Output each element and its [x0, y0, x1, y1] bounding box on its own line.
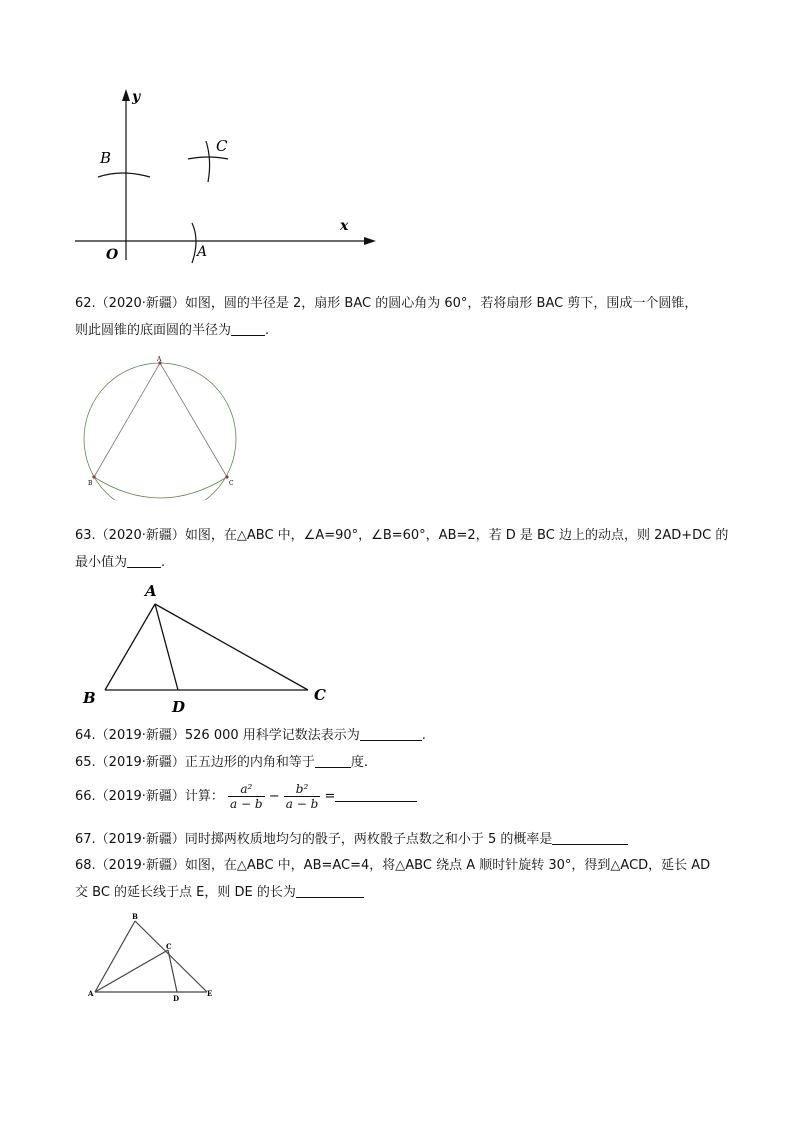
arc-c-horizontal [188, 157, 228, 159]
point-c-label: C [314, 686, 326, 704]
origin-label: O [106, 247, 119, 263]
q62-line2: 则此圆锥的底面圆的半径为 . [75, 317, 697, 344]
rotation-figure [85, 910, 225, 1005]
segment-ab [95, 921, 135, 992]
point-b-label: B [88, 480, 93, 487]
fraction-a2-over-a-minus-b: $\frac{\text{a²}}{a - b}$ [230, 782, 263, 811]
question-65: 65.（2019·新疆）正五边形的内角和等于 度. [75, 749, 368, 776]
q65-answer-blank[interactable] [315, 752, 351, 768]
sector-arc [94, 477, 227, 498]
point-a-label: A [197, 244, 208, 260]
arc-c-vertical [206, 141, 210, 182]
side-ab [105, 604, 155, 690]
y-axis-arrow [122, 89, 130, 101]
segment-ac [95, 950, 168, 992]
point-c-label: C [229, 480, 234, 487]
q67-answer-blank[interactable] [552, 829, 628, 845]
q62-answer-blank[interactable] [231, 320, 265, 336]
point-d-label: D [172, 698, 186, 716]
q64-answer-blank[interactable] [360, 725, 422, 741]
x-axis-arrow [364, 237, 376, 245]
point-a-label: A [88, 989, 94, 998]
arc-a [192, 223, 196, 263]
q68-answer-blank[interactable] [296, 882, 364, 898]
point-b-label: B [83, 689, 96, 707]
q63-answer-blank[interactable] [127, 552, 161, 568]
q63-line2: 最小值为 . [75, 549, 728, 576]
segment-cd [168, 950, 177, 992]
segment-ad [155, 604, 178, 690]
x-label: x [340, 218, 349, 234]
triangle-figure [75, 578, 345, 718]
question-63 [75, 522, 728, 576]
side-ac [160, 363, 227, 477]
q66-answer-blank[interactable] [335, 786, 417, 802]
side-ac [155, 604, 308, 690]
point-a-label: A [157, 356, 162, 363]
q62-line1: 62.（2020·新疆）如图，圆的半径是 2，扇形 BAC 的圆心角为 60°，若将扇形 BAC 剪下，围成一个圆锥， [75, 296, 698, 311]
question-67: 67.（2019·新疆）同时掷两枚质地均匀的骰子，两枚骰子点数之和小于 5 的概率是 [75, 826, 628, 853]
point-c-label: C [216, 137, 228, 155]
point-c [225, 475, 228, 478]
circle-figure [78, 355, 248, 500]
point-a-label: A [145, 582, 157, 600]
arc-b [98, 173, 150, 177]
q63-line1: 63.（2020·新疆）如图，在△ABC 中，∠A=90°，∠B=60°，AB=2，若 D 是 BC 边上的动点，则 2AD+DC 的 [75, 528, 729, 543]
point-b-label: B [100, 149, 112, 167]
fraction-b2-over-a-minus-b: $\frac{\text{b²}}{a - b}$ [285, 782, 319, 811]
side-ab [94, 363, 160, 477]
y-label: y [132, 89, 141, 105]
q68-line1: 68.（2019·新疆）如图，在△ABC 中，AB=AC=4，将△ABC 绕点 A 顺时针旋转 30°，得到△ACD，延长 AD [75, 858, 711, 873]
question-66: 66.（2019·新疆）计算： $\frac{\text{a²}}{a - b}$ − $\frac{\text{b²}}{a - b}$ = [75, 780, 417, 814]
point-b-label: B [132, 912, 138, 921]
circle [84, 363, 236, 500]
point-e-label: E [207, 989, 213, 998]
question-64: 64.（2019·新疆）526 000 用科学记数法表示为 . [75, 722, 426, 749]
question-68 [75, 852, 710, 906]
point-b [92, 475, 95, 478]
q68-line2: 交 BC 的延长线于点 E，则 DE 的长为 [75, 879, 710, 906]
point-d-label: D [173, 994, 180, 1003]
point-c-label: C [166, 942, 172, 951]
coordinate-figure [70, 85, 390, 270]
question-62 [75, 290, 697, 344]
segment-be [135, 921, 207, 992]
